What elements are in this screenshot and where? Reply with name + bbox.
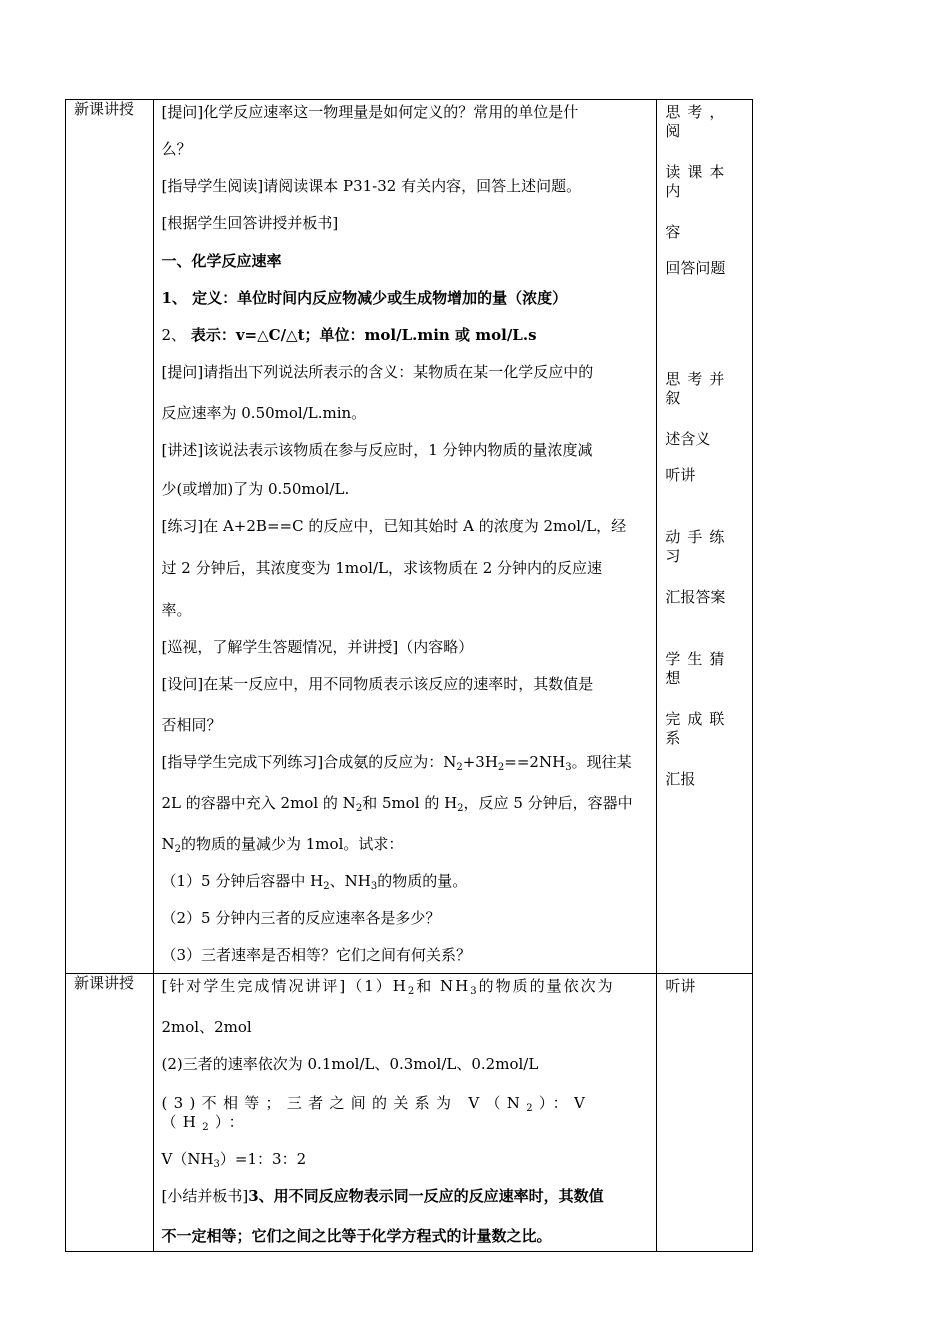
content-line: 少(或增加)了为 0.50mol/L. <box>161 480 350 498</box>
content-line: （3）三者速率是否相等？它们之间有何关系？ <box>161 946 472 964</box>
content-line: [提问]化学反应速率这一物理量是如何定义的？常用的单位是什 <box>161 103 579 121</box>
content-line: （2）5 分钟内三者的反应速率各是多少？ <box>161 909 441 927</box>
content-line: 率。 <box>161 601 192 619</box>
activity-line: 述含义 <box>665 430 711 448</box>
section-heading: 一、化学反应速率 <box>161 252 282 270</box>
stage-cell <box>66 974 154 1252</box>
content-line: (2)三者的速率依次为 0.1mol/L、0.3mol/L、0.2mol/L <box>161 1055 539 1073</box>
content-line: [指导学生阅读]请阅读课本 P31-32 有关内容，回答上述问题。 <box>161 177 582 195</box>
content-line: [提问]请指出下列说法所表示的含义：某物质在某一化学反应中的 <box>161 363 594 381</box>
activity-line: 汇报答案 <box>665 588 726 606</box>
student-activity-cell <box>657 100 753 974</box>
content-line: 2mol、2mol <box>161 1018 252 1036</box>
content-line: 否相同？ <box>161 716 222 734</box>
content-line: [设问]在某一反应中，用不同物质表示该反应的速率时，其数值是 <box>161 675 594 693</box>
activity-line: 容 <box>665 223 681 241</box>
activity-line: 听讲 <box>665 466 696 484</box>
activity-line: 读课本内 <box>665 163 732 200</box>
activity-line: 听讲 <box>665 977 696 995</box>
content-line: 反应速率为 0.50mol/L.min。 <box>161 404 367 422</box>
content-line: 么？ <box>161 140 192 158</box>
activity-line: 思考并叙 <box>665 370 732 407</box>
table-row <box>66 974 753 1252</box>
activity-line: 学生猜想 <box>665 650 732 687</box>
content-line: 过 2 分钟后，其浓度变为 1mol/L，求该物质在 2 分钟内的反应速 <box>161 559 603 577</box>
activity-line: 完成联系 <box>665 710 732 747</box>
table-row <box>66 100 753 974</box>
content-line: [针对学生完成情况讲评]$(1)H_2$和 $NH_3$的物质的量依次为 <box>161 977 615 997</box>
lesson-plan-table <box>65 99 753 1252</box>
content-line: 2L 的容器中充入 2mol 的 $N_2$和 5mol 的 $H_2$，反应 5 分钟后，容器中 <box>161 794 633 814</box>
activity-line: 汇报 <box>665 770 696 788</box>
content-line: $V(NH_3)=1$：3：2 <box>161 1150 307 1170</box>
content-line: [根据学生回答讲授并板书] <box>161 214 339 232</box>
content-line: [练习]在 A+2B==C 的反应中，已知其始时 A 的浓度为 2mol/L，经 <box>161 517 627 535</box>
stage-cell <box>66 100 154 974</box>
content-line: （1）5 分钟后容器中 $H_2$、$NH_3$的物质的量。 <box>161 872 468 892</box>
activity-line: 思考，阅 <box>665 103 732 140</box>
formula-line: 2、 表示：v=△C/△t；单位：mol/L.min 或 mol/L.s <box>161 326 537 344</box>
activity-line: 动手练习 <box>665 528 732 565</box>
student-activity-cell <box>657 974 753 1252</box>
stage-label: 新课讲授 <box>74 100 135 118</box>
activity-line: 回答问题 <box>665 259 726 277</box>
definition-line: 1、 定义：单位时间内反应物减少或生成物增加的量（浓度） <box>161 289 568 307</box>
content-line: [巡视，了解学生答题情况，并讲授]（内容略） <box>161 638 474 656</box>
content-line: (3)不相等；三者之间的关系为 $V(N_2)$：$V(H_2)$： <box>161 1094 592 1133</box>
teacher-content-cell <box>153 100 657 974</box>
summary-line: [小结并板书]3、用不同反应物表示同一反应的反应速率时，其数值 <box>161 1187 604 1205</box>
content-line: [指导学生完成下列练习]合成氨的反应为：$N_2+3H_2==2NH_3$。现往某 <box>161 753 632 773</box>
stage-label: 新课讲授 <box>74 974 135 992</box>
content-line: [讲述]该说法表示该物质在参与反应时，1 分钟内物质的量浓度减 <box>161 441 593 459</box>
teacher-content-cell <box>153 974 657 1252</box>
summary-line: 不一定相等；它们之间之比等于化学方程式的计量数之比。 <box>161 1227 552 1245</box>
content-line: $N_2$的物质的量减少为 1mol。试求： <box>161 835 404 855</box>
